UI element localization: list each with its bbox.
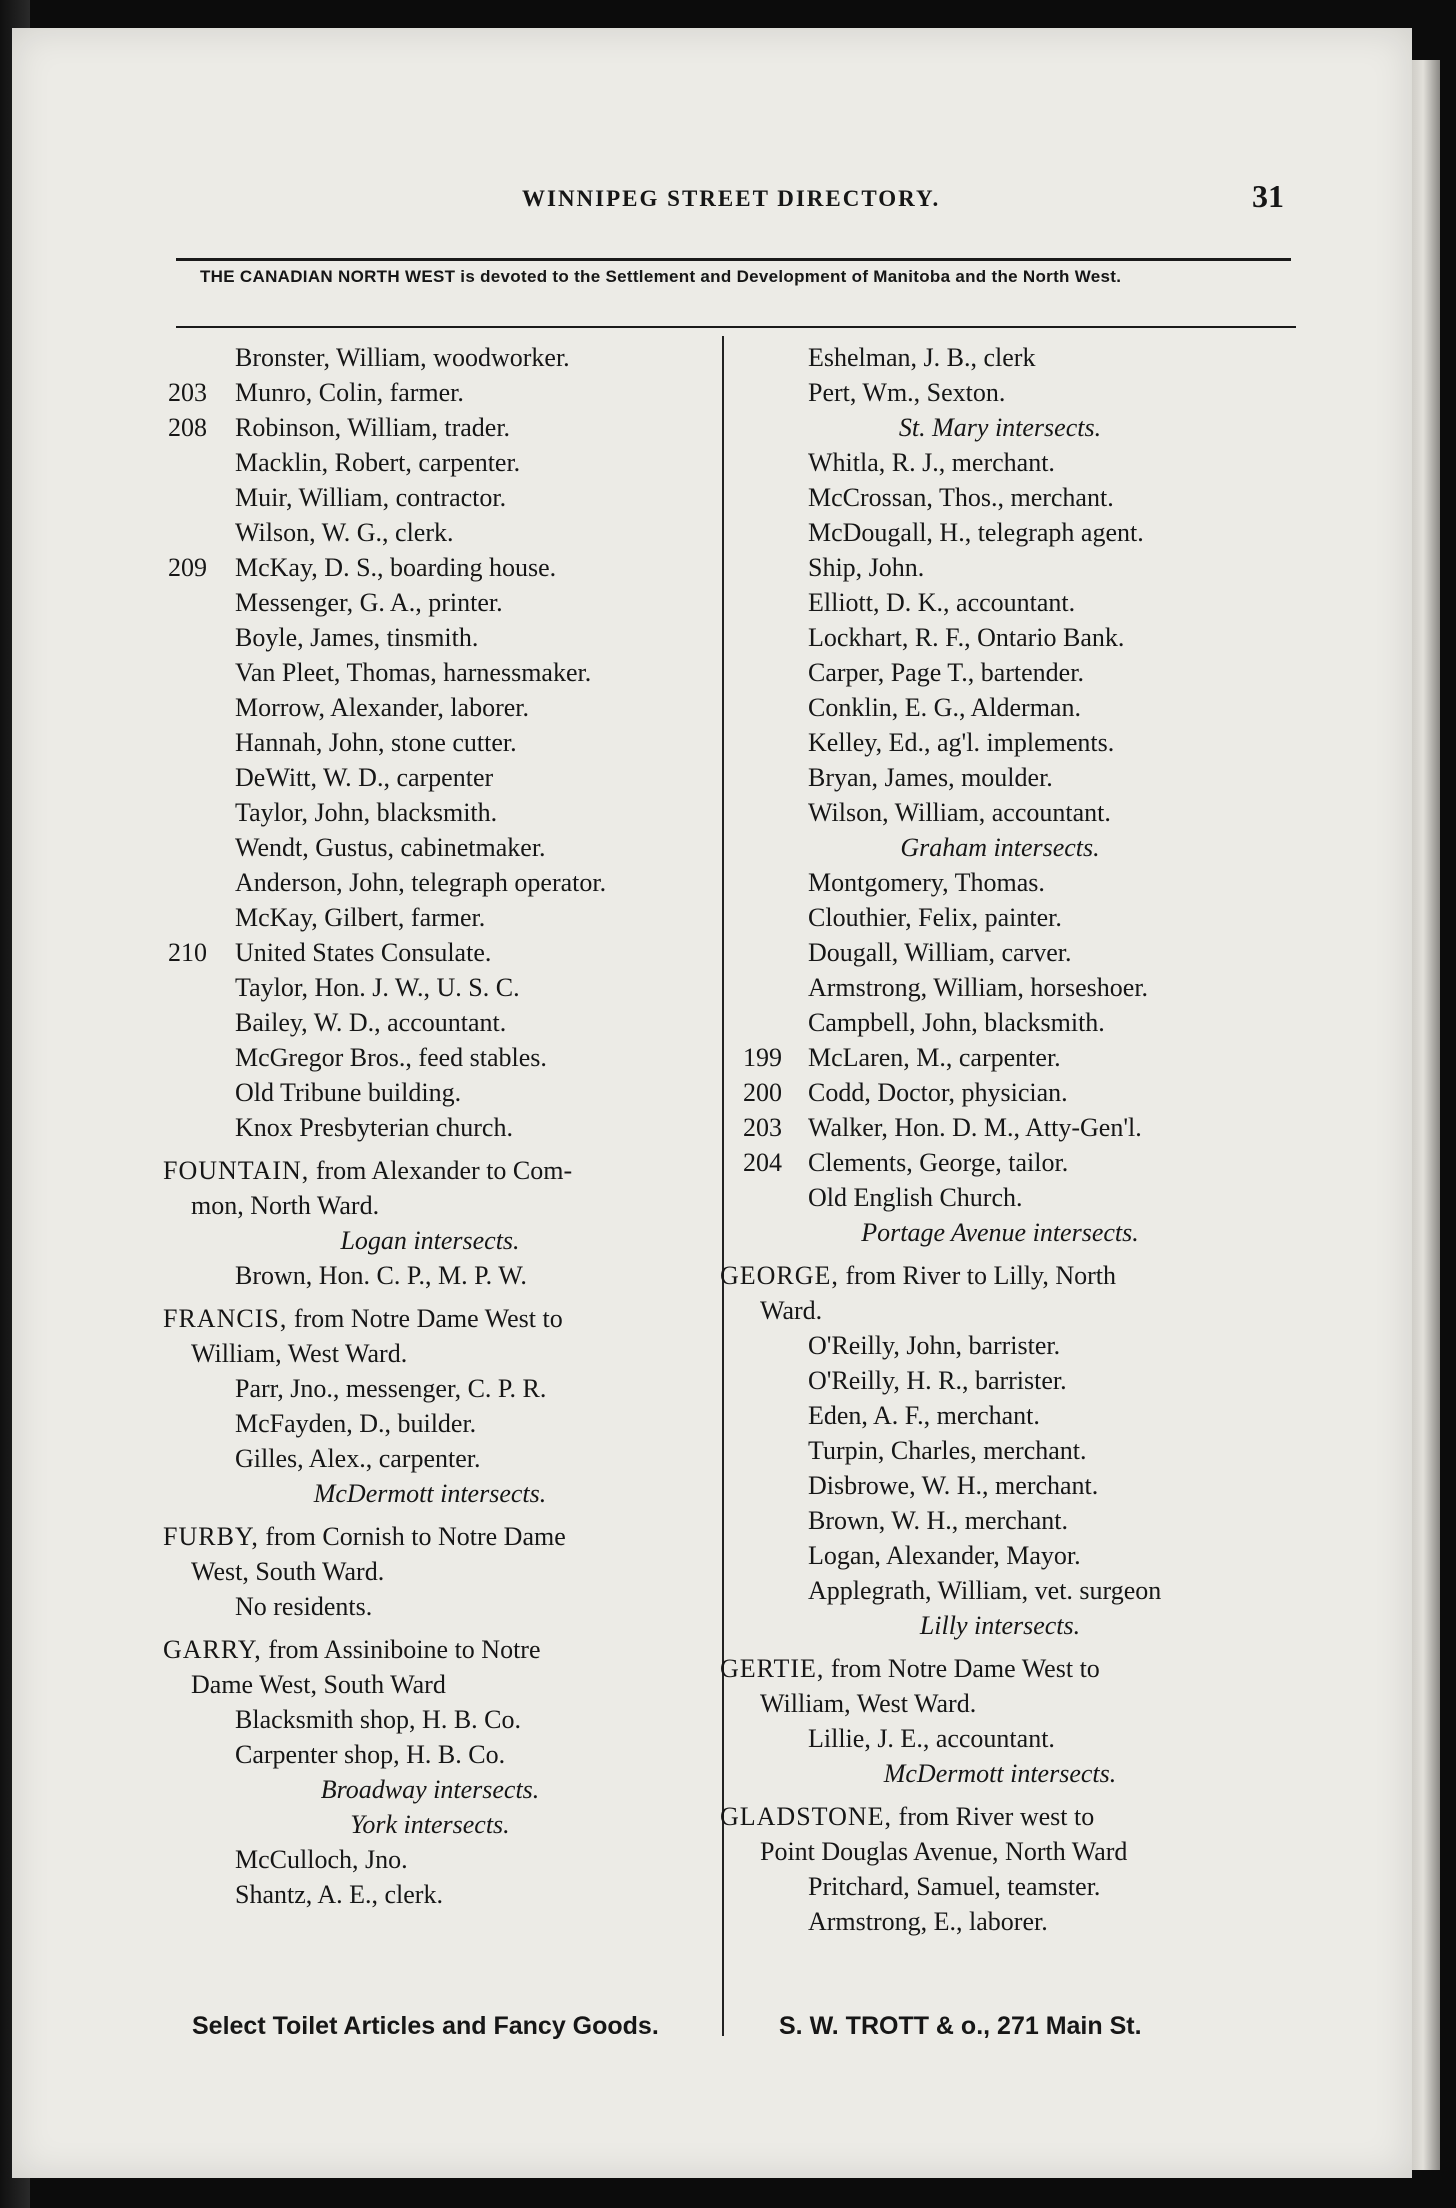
directory-entry <box>720 725 1280 760</box>
resident-name: Brown, Hon. C. P., M. P. W. <box>235 1261 527 1290</box>
header-rule <box>176 258 1291 261</box>
directory-entry <box>720 1538 1280 1573</box>
directory-entry <box>145 1737 715 1772</box>
directory-entry <box>145 970 715 1005</box>
footer-left: Select Toilet Articles and Fancy Goods. <box>192 2012 659 2040</box>
directory-entry <box>720 585 1280 620</box>
street-heading-continued <box>145 1667 715 1702</box>
resident-name: Carper, Page T., bartender. <box>808 658 1084 687</box>
house-number: 210 <box>168 938 207 967</box>
directory-entry <box>145 1406 715 1441</box>
resident-name: Bailey, W. D., accountant. <box>235 1008 507 1037</box>
resident-name: Munro, Colin, farmer. <box>235 378 464 407</box>
resident-name: Old Tribune building. <box>235 1078 462 1107</box>
street-extent: from Alexander to Com- <box>315 1156 573 1185</box>
directory-entry <box>720 1721 1280 1756</box>
directory-entry <box>720 1145 1280 1180</box>
resident-name: Bronster, William, woodworker. <box>235 343 570 372</box>
directory-entry <box>145 1110 715 1145</box>
street-heading <box>145 1153 715 1188</box>
resident-name: Shantz, A. E., clerk. <box>235 1880 443 1909</box>
resident-name: Taylor, Hon. J. W., U. S. C. <box>235 973 520 1002</box>
resident-name: Van Pleet, Thomas, harnessmaker. <box>235 658 592 687</box>
resident-name: Boyle, James, tinsmith. <box>235 623 479 652</box>
directory-entry <box>720 375 1280 410</box>
column-top-rule <box>176 326 1296 328</box>
intersection-note <box>720 1215 1280 1250</box>
intersection-text: Logan intersects. <box>340 1226 520 1255</box>
directory-entry <box>720 795 1280 830</box>
directory-entry <box>720 1503 1280 1538</box>
intersection-note <box>720 410 1280 445</box>
directory-entry <box>720 515 1280 550</box>
resident-name: Clouthier, Felix, painter. <box>808 903 1062 932</box>
running-title: WINNIPEG STREET DIRECTORY. <box>522 186 941 211</box>
resident-name: Armstrong, William, horseshoer. <box>808 973 1149 1002</box>
directory-entry <box>145 900 715 935</box>
directory-entry <box>720 1040 1280 1075</box>
directory-entry <box>145 410 715 445</box>
resident-name: Codd, Doctor, physician. <box>808 1078 1068 1107</box>
directory-entry <box>145 690 715 725</box>
resident-name: McKay, D. S., boarding house. <box>235 553 557 582</box>
intersection-text: McDermott intersects. <box>313 1479 547 1508</box>
resident-name: Eden, A. F., merchant. <box>808 1401 1040 1430</box>
directory-entry <box>720 1075 1280 1110</box>
running-head <box>150 178 1300 226</box>
directory-entry <box>720 1110 1280 1145</box>
street-name: FRANCIS, <box>163 1304 288 1333</box>
resident-name: Ship, John. <box>808 553 925 582</box>
directory-entry <box>720 655 1280 690</box>
street-extent: from River to Lilly, North <box>845 1261 1116 1290</box>
directory-entry <box>720 340 1280 375</box>
directory-entry <box>145 1441 715 1476</box>
directory-entry <box>720 865 1280 900</box>
directory-entry <box>145 795 715 830</box>
intersection-text: Lilly intersects. <box>919 1611 1081 1640</box>
directory-entry <box>145 760 715 795</box>
street-name: FOUNTAIN, <box>163 1156 310 1185</box>
resident-name: Elliott, D. K., accountant. <box>808 588 1076 617</box>
resident-name: Morrow, Alexander, laborer. <box>235 693 530 722</box>
street-heading-line <box>163 1301 563 1336</box>
resident-name: Taylor, John, blacksmith. <box>235 798 498 827</box>
directory-entry <box>145 515 715 550</box>
directory-entry <box>145 1589 715 1624</box>
resident-name: McCulloch, Jno. <box>235 1845 408 1874</box>
resident-name: Anderson, John, telegraph operator. <box>235 868 607 897</box>
resident-name: DeWitt, W. D., carpenter <box>235 763 494 792</box>
street-ward: William, West Ward. <box>760 1689 977 1718</box>
street-extent: from Assiniboine to Notre <box>268 1635 541 1664</box>
resident-name: Clements, George, tailor. <box>808 1148 1069 1177</box>
house-number: 199 <box>743 1043 782 1072</box>
directory-entry <box>720 1398 1280 1433</box>
street-heading <box>145 1519 715 1554</box>
street-heading-continued <box>720 1293 1280 1328</box>
house-number: 209 <box>168 553 207 582</box>
resident-name: Disbrowe, W. H., merchant. <box>808 1471 1099 1500</box>
footer-right: S. W. TROTT & o., 271 Main St. <box>779 2012 1142 2040</box>
resident-name: Brown, W. H., merchant. <box>808 1506 1068 1535</box>
intersection-note <box>145 1476 715 1511</box>
resident-name: Whitla, R. J., merchant. <box>808 448 1055 477</box>
resident-name: Blacksmith shop, H. B. Co. <box>235 1705 522 1734</box>
resident-name: Gilles, Alex., carpenter. <box>235 1444 481 1473</box>
intersection-note <box>145 1223 715 1258</box>
resident-name: Campbell, John, blacksmith. <box>808 1008 1105 1037</box>
resident-name: No residents. <box>235 1592 373 1621</box>
directory-entry <box>145 1371 715 1406</box>
resident-name: Messenger, G. A., printer. <box>235 588 503 617</box>
resident-name: Robinson, William, trader. <box>235 413 511 442</box>
street-heading <box>720 1258 1280 1293</box>
directory-entry <box>720 480 1280 515</box>
street-name: GLADSTONE, <box>720 1802 893 1831</box>
intersection-text: McDermott intersects. <box>883 1759 1117 1788</box>
directory-entry <box>720 1180 1280 1215</box>
directory-entry <box>145 585 715 620</box>
directory-entry <box>145 655 715 690</box>
directory-entry <box>720 935 1280 970</box>
directory-entry <box>145 340 715 375</box>
directory-entry <box>720 1904 1280 1939</box>
resident-name: Dougall, William, carver. <box>808 938 1072 967</box>
directory-entry <box>145 1005 715 1040</box>
house-number: 204 <box>743 1148 782 1177</box>
resident-name: United States Consulate. <box>235 938 492 967</box>
resident-name: Carpenter shop, H. B. Co. <box>235 1740 506 1769</box>
resident-name: Wilson, William, accountant. <box>808 798 1111 827</box>
directory-entry <box>145 375 715 410</box>
resident-name: Pritchard, Samuel, teamster. <box>808 1872 1101 1901</box>
resident-name: Wilson, W. G., clerk. <box>235 518 454 547</box>
intersection-note <box>720 1756 1280 1791</box>
street-heading <box>145 1632 715 1667</box>
resident-name: Hannah, John, stone cutter. <box>235 728 517 757</box>
intersection-text: Portage Avenue intersects. <box>861 1218 1139 1247</box>
resident-name: McGregor Bros., feed stables. <box>235 1043 547 1072</box>
resident-name: McDougall, H., telegraph agent. <box>808 518 1144 547</box>
resident-name: Applegrath, William, vet. surgeon <box>808 1576 1162 1605</box>
directory-entry <box>720 445 1280 480</box>
street-heading-continued <box>145 1336 715 1371</box>
resident-name: Old English Church. <box>808 1183 1023 1212</box>
street-ward: Point Douglas Avenue, North Ward <box>760 1837 1128 1866</box>
resident-name: McCrossan, Thos., merchant. <box>808 483 1114 512</box>
directory-entry <box>720 690 1280 725</box>
resident-name: McFayden, D., builder. <box>235 1409 477 1438</box>
directory-entry <box>720 1005 1280 1040</box>
directory-entry <box>145 935 715 970</box>
street-ward: Dame West, South Ward <box>191 1670 446 1699</box>
resident-name: Armstrong, E., laborer. <box>808 1907 1048 1936</box>
resident-name: O'Reilly, H. R., barrister. <box>808 1366 1067 1395</box>
resident-name: Parr, Jno., messenger, C. P. R. <box>235 1374 547 1403</box>
directory-entry <box>720 760 1280 795</box>
resident-name: McKay, Gilbert, farmer. <box>235 903 486 932</box>
directory-entry <box>145 1702 715 1737</box>
street-heading-line <box>720 1258 1116 1293</box>
resident-name: Pert, Wm., Sexton. <box>808 378 1006 407</box>
resident-name: Eshelman, J. B., clerk <box>808 343 1036 372</box>
street-extent: from River west to <box>898 1802 1095 1831</box>
house-number: 203 <box>743 1113 782 1142</box>
street-ward: West, South Ward. <box>191 1557 385 1586</box>
directory-entry <box>720 1573 1280 1608</box>
street-heading-line <box>720 1651 1100 1686</box>
street-heading-continued <box>720 1686 1280 1721</box>
street-heading-continued <box>145 1554 715 1589</box>
left-column <box>145 340 715 1912</box>
resident-name: Lockhart, R. F., Ontario Bank. <box>808 623 1125 652</box>
resident-name: Lillie, J. E., accountant. <box>808 1724 1055 1753</box>
footer-advertisement <box>192 2012 1292 2041</box>
street-heading-line <box>163 1519 566 1554</box>
tagline: THE CANADIAN NORTH WEST is devoted to the Settlement and Development of Manitoba and the North West. <box>200 267 1122 286</box>
resident-name: Montgomery, Thomas. <box>808 868 1045 897</box>
intersection-note <box>720 830 1280 865</box>
directory-entry <box>720 900 1280 935</box>
directory-entry <box>145 480 715 515</box>
street-name: GEORGE, <box>720 1261 839 1290</box>
directory-entry <box>145 1258 715 1293</box>
street-heading <box>145 1301 715 1336</box>
page-edge <box>1412 60 1440 2170</box>
street-ward: Ward. <box>760 1296 823 1325</box>
resident-name: Wendt, Gustus, cabinetmaker. <box>235 833 546 862</box>
intersection-text: Graham intersects. <box>900 833 1100 862</box>
street-heading-line <box>163 1632 541 1667</box>
street-heading <box>720 1651 1280 1686</box>
intersection-note <box>720 1608 1280 1643</box>
street-extent: from Cornish to Notre Dame <box>265 1522 566 1551</box>
directory-entry <box>145 550 715 585</box>
directory-entry <box>145 620 715 655</box>
resident-name: McLaren, M., carpenter. <box>808 1043 1061 1072</box>
resident-name: Macklin, Robert, carpenter. <box>235 448 521 477</box>
directory-entry <box>145 1075 715 1110</box>
resident-name: Conklin, E. G., Alderman. <box>808 693 1081 722</box>
resident-name: Muir, William, contractor. <box>235 483 507 512</box>
resident-name: Kelley, Ed., ag'l. implements. <box>808 728 1115 757</box>
intersection-note <box>145 1772 715 1807</box>
directory-entry <box>145 1877 715 1912</box>
street-heading-continued <box>720 1834 1280 1869</box>
directory-entry <box>720 970 1280 1005</box>
directory-entry <box>720 1869 1280 1904</box>
street-heading <box>720 1799 1280 1834</box>
street-ward: William, West Ward. <box>191 1339 408 1368</box>
directory-entry <box>145 1842 715 1877</box>
directory-entry <box>720 550 1280 585</box>
street-name: GERTIE, <box>720 1654 825 1683</box>
intersection-note <box>145 1807 715 1842</box>
directory-entry <box>145 725 715 760</box>
resident-name: Turpin, Charles, merchant. <box>808 1436 1087 1465</box>
directory-entry <box>720 1328 1280 1363</box>
house-number: 203 <box>168 378 207 407</box>
resident-name: O'Reilly, John, barrister. <box>808 1331 1061 1360</box>
directory-entry <box>145 830 715 865</box>
directory-entry <box>145 865 715 900</box>
intersection-text: St. Mary intersects. <box>898 413 1102 442</box>
house-number: 200 <box>743 1078 782 1107</box>
house-number: 208 <box>168 413 207 442</box>
resident-name: Bryan, James, moulder. <box>808 763 1053 792</box>
directory-entry <box>720 620 1280 655</box>
resident-name: Logan, Alexander, Mayor. <box>808 1541 1081 1570</box>
intersection-text: Broadway intersects. <box>320 1775 540 1804</box>
resident-name: Knox Presbyterian church. <box>235 1113 513 1142</box>
resident-name: Walker, Hon. D. M., Atty-Gen'l. <box>808 1113 1142 1142</box>
street-heading-line <box>163 1153 572 1188</box>
directory-entry <box>145 1040 715 1075</box>
street-name: GARRY, <box>163 1635 262 1664</box>
street-heading-continued <box>145 1188 715 1223</box>
street-heading-line <box>720 1799 1094 1834</box>
right-column <box>720 340 1280 1939</box>
intersection-text: York intersects. <box>350 1810 510 1839</box>
directory-entry <box>720 1468 1280 1503</box>
directory-entry <box>145 445 715 480</box>
directory-entry <box>720 1433 1280 1468</box>
street-name: FURBY, <box>163 1522 259 1551</box>
directory-entry <box>720 1363 1280 1398</box>
street-extent: from Notre Dame West to <box>293 1304 563 1333</box>
street-ward: mon, North Ward. <box>191 1191 380 1220</box>
street-extent: from Notre Dame West to <box>830 1654 1100 1683</box>
page-number: 31 <box>1252 178 1284 214</box>
